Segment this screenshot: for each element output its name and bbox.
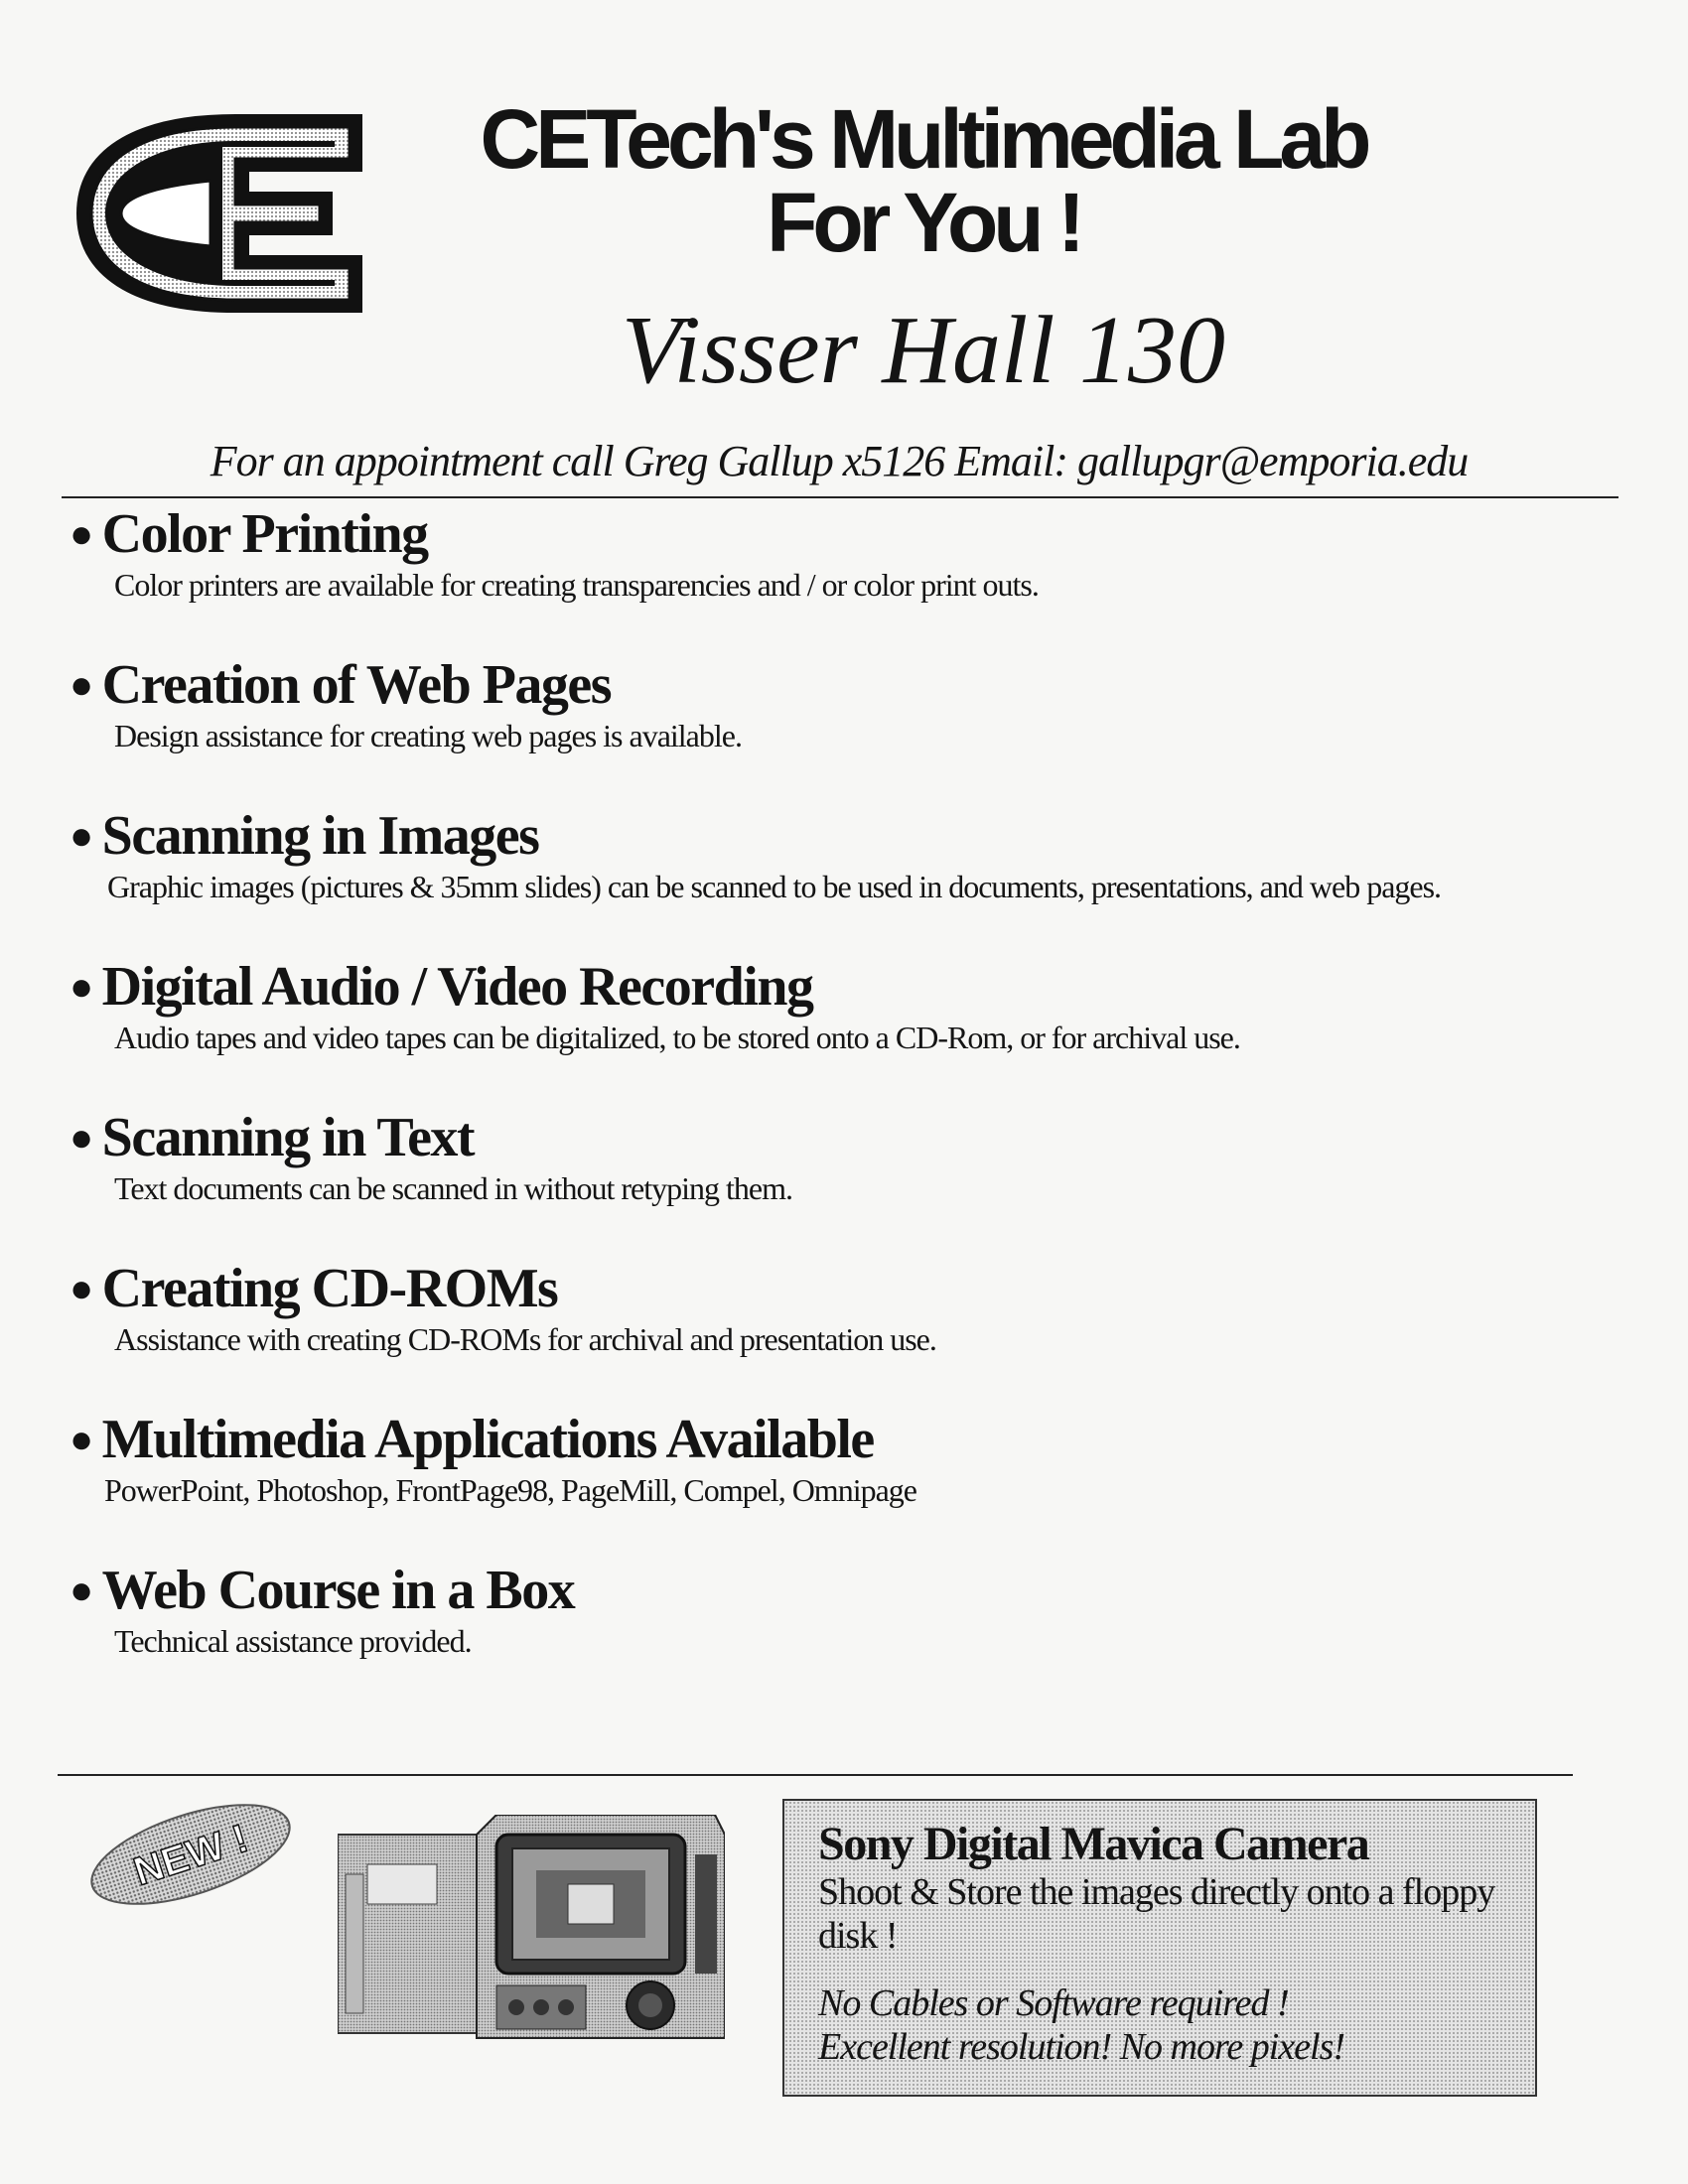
university-e-logo-icon	[71, 107, 369, 321]
bottom-divider	[58, 1774, 1573, 1776]
bullet-icon: ●	[70, 1568, 92, 1612]
promo-note	[818, 1981, 1503, 2069]
bullet-icon: ●	[70, 1417, 92, 1461]
service-description: Assistance with creating CD-ROMs for archival and presentation use.	[114, 1321, 936, 1357]
page-title	[377, 92, 1470, 269]
service-item	[70, 804, 1579, 905]
bullet-icon: ●	[70, 964, 92, 1009]
new-badge-label: NEW !	[128, 1816, 254, 1895]
digital-camera-icon	[338, 1815, 725, 2048]
bullet-icon: ●	[70, 1266, 92, 1310]
title-line-1: CETech's Multimedia Lab	[480, 92, 1367, 186]
camera-promo-box	[782, 1799, 1537, 2097]
top-divider	[62, 496, 1618, 498]
new-badge	[79, 1787, 318, 1906]
service-title: Creation of Web Pages	[101, 654, 612, 716]
service-title: Scanning in Images	[101, 805, 539, 867]
service-description: Technical assistance provided.	[114, 1623, 472, 1659]
promo-note-line-2: Excellent resolution! No more pixels!	[818, 2026, 1345, 2068]
service-description: Text documents can be scanned in without retyping them.	[114, 1170, 793, 1206]
service-description: Color printers are available for creating transparencies and / or color print outs.	[114, 567, 1039, 603]
service-title: Color Printing	[101, 503, 428, 565]
contact-line: For an appointment call Greg Gallup x5126 Email: gallupgr@emporia.edu	[210, 437, 1469, 485]
title-line-2: For You !	[767, 176, 1080, 269]
location-heading: Visser Hall 130	[622, 297, 1225, 404]
service-item	[70, 1408, 1579, 1509]
bullet-icon: ●	[70, 1115, 92, 1160]
promo-body: Shoot & Store the images directly onto a floppy disk !	[818, 1871, 1495, 1957]
bullet-icon: ●	[70, 511, 92, 556]
service-item	[70, 955, 1579, 1056]
promo-title: Sony Digital Mavica Camera	[818, 1818, 1369, 1870]
service-title: Multimedia Applications Available	[101, 1409, 874, 1470]
service-item	[70, 502, 1579, 604]
service-title: Scanning in Text	[101, 1107, 475, 1168]
bullet-icon: ●	[70, 813, 92, 858]
bullet-icon: ●	[70, 662, 92, 707]
service-title: Creating CD-ROMs	[101, 1258, 558, 1319]
service-description: Design assistance for creating web pages is available.	[114, 718, 742, 753]
service-title: Web Course in a Box	[101, 1560, 575, 1621]
service-description: Graphic images (pictures & 35mm slides) can be scanned to be used in documents, presentations, and web pages.	[107, 869, 1442, 904]
service-item	[70, 1257, 1579, 1358]
service-item	[70, 1559, 1579, 1660]
service-item	[70, 1106, 1579, 1207]
service-description: Audio tapes and video tapes can be digitalized, to be stored onto a CD-Rom, or for archival use.	[114, 1020, 1240, 1055]
services-list	[70, 502, 1579, 1660]
service-description: PowerPoint, Photoshop, FrontPage98, PageMill, Compel, Omnipage	[104, 1472, 916, 1508]
promo-note-line-1: No Cables or Software required !	[818, 1982, 1289, 2024]
service-title: Digital Audio / Video Recording	[101, 956, 813, 1018]
service-item	[70, 653, 1579, 754]
